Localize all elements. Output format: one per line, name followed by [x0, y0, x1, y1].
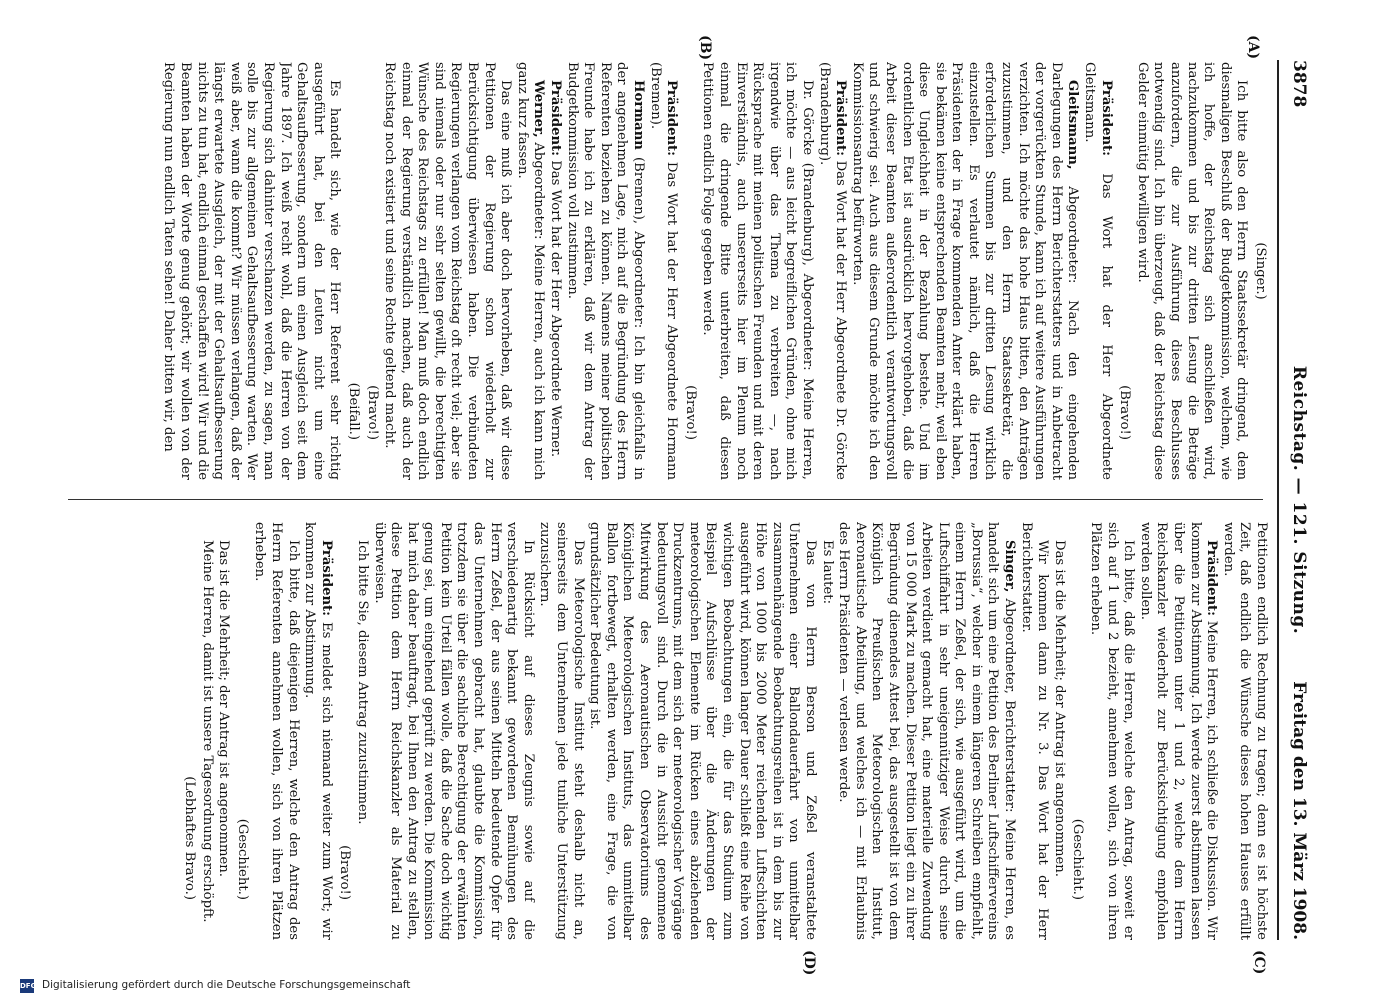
- paragraph-text: Das ist die Mehrheit; der Antrag ist angenommen.: [216, 540, 232, 877]
- paragraph: [848, 62, 1080, 480]
- margin-letter-d: (D): [801, 950, 817, 976]
- paragraph: [353, 522, 370, 940]
- speaker-name: Präsident:: [548, 80, 564, 157]
- interjection: [1116, 62, 1133, 480]
- speaker-name: Präsident:: [833, 80, 849, 157]
- speaker-name: Präsident:: [1204, 540, 1220, 617]
- paragraph: [301, 522, 334, 940]
- speaker-name: Hormann: [631, 80, 647, 150]
- paragraph: [1050, 522, 1067, 940]
- footer-text: Digitalisierung gefördert durch die Deutsche Forschungsgemeinschaft: [42, 979, 411, 991]
- page-header: [1277, 60, 1315, 940]
- margin-letter-c: (C): [1251, 950, 1267, 975]
- paragraph: [381, 62, 514, 480]
- margin-letter-a: (A): [1245, 35, 1261, 60]
- paragraph-text: Das Wort hat der Herr Abgeordnete Dr. Görcke (Brandenburg).: [816, 62, 849, 480]
- paragraph: [513, 62, 546, 480]
- paragraph: [160, 62, 343, 480]
- paragraph-text: Das von Herrn Berson und Zeßel veranstaltete Unternehmen einer Ballondauerfahrt von unmittelbar zusammenhängende Beobachtungsreihen ist in dem bis zur Höhe von 1000 bis 2000 Meter reichenden Luftschichten ausgeführt wird, können langer Dauer schließt eine Reihe von wichtigen Beobachtungen ein, die für das Studium zum Beispiel Aufschlüsse über die Änderungen der meteorologischen Elemente im Rücken eines abziehenden Druckzentrums, mit dem sich der meteorologischer Vorgänge bedeutungsvoll sind. Durch die in Aussicht genommene Mitwirkung des Aeronautischen Observatoriums des Königlichen Meteorologischen Instituts, das unmittelbar Ballon fortbewegt, erhalten werden, eine Frage, die von grundsätzlicher Bedeutung ist.: [587, 522, 818, 940]
- paragraph-text: Meine Herren, damit ist unsere Tagesordnung erschöpft.: [199, 540, 215, 923]
- paragraph: [586, 522, 818, 940]
- paragraph-text: Wir kommen dann zu Nr. 3. Das Wort hat der Herr Berichterstatter.: [1018, 522, 1051, 940]
- speaker-name: Präsident:: [664, 80, 680, 157]
- paragraph: [815, 62, 848, 480]
- paragraph-text: Es handelt sich, wie der Herr Referent sehr richtig ausgeführt hat, bei den Leuten nicht um eine Gehaltsaufbesserung, sondern um einen Ausgleich seit dem Jahre 1897. Ich weiß recht wohl, daß die Herren von der Regierung sich dahinter verschanzen werden, zu sagen, man solle bis zur allgemeinen Gehaltsaufbesserung warten. Wer weiß aber, wann die kommt? Wir müssen verlangen, daß der längst erwartete Ausgleich, der mit der Gehaltsaufbesserung nichts zu tun hat, endlich einmal geschaffen wird! Wir und die Beamten haben der Worte genug gehört; wir wollen von der Regierung nun endlich Taten sehen! Daher bitten wir, den: [161, 62, 343, 480]
- paragraph-text: Abgeordneter: Meine Herren, auch ich kann mich ganz kurz fassen.: [514, 62, 547, 480]
- paragraph-text: (Bremen), Abgeordneter: Ich bin gleichfalls in der angenehmen Lage, mich auf die Begründung des Herrn Referenten beziehen zu können. Namens meiner politischen Freunde habe ich zu erklären, daß wir dem Antrag der Budgetkommission voll zustimmen.: [564, 62, 647, 480]
- paragraph-text: (Bravo!): [682, 385, 698, 440]
- paragraph-text: Ich bitte also den Herrn Staatssekretär dringend, dem diesmaligen Beschluß der Budgetkommission, welchem, wie ich hoffe, der Reichstag sich anschließen wird, nachzukommen und bis zur dritten Lesung die Beträge anzufordern, die zur Ausführung dieses Beschlusses notwendig sind. Ich bin überzeugt, daß der Reichstag diese Gelder einmütig bewilligen wird.: [1134, 62, 1250, 480]
- paragraph-text: Ich bitte, daß die Herren, welche den Antrag, soweit er sich auf 1 und 2 bezieht, annehmen wollen, sich von ihren Plätzen erheben.: [1088, 522, 1137, 940]
- speaker-name: Singer,: [1002, 540, 1018, 593]
- speaker-heading: [1251, 62, 1268, 480]
- paragraph-text: In Rücksicht auf dieses Zeugnis sowie auf die verschiedenartig bekannt gewordenen Bemühungen des Herrn Zeßel, der aus seinen Mitteln bedeutende Opfer für das Unternehmen gebracht hat, glaubte die Kommission, trotzdem sie über die sachliche Berechtigung der erwähnten Petition kein Urteil fällen wolle, daß die Sache doch wichtig genug sei, um eingehend geprüft zu werden. Die Kommission hat mich daher beauftragt, bei Ihnen den Antrag zu stellen, diese Petition dem Herrn Reichskanzler als Material zu überweisen.: [371, 522, 536, 940]
- interjection: [344, 62, 361, 480]
- paragraph-text: (Singer.): [1253, 242, 1268, 300]
- paragraph: [1133, 62, 1249, 480]
- left-column: [69, 62, 1269, 480]
- paragraph: [818, 522, 835, 940]
- paragraph: [198, 522, 215, 940]
- paragraph-text: Ich bitte, daß diejenigen Herren, welche den Antrag des Herrn Referenten annehmen wollen, sich von ihren Plätzen erheben.: [252, 522, 301, 940]
- header-date: Freitag den 13. März 1908.: [1289, 681, 1309, 940]
- paragraph-text: Das Wort hat der Herr Abgeordnete Hormann (Bremen).: [647, 62, 680, 480]
- paragraph-text: Abgeordneter, Berichterstatter: Meine Herren, es handelt sich um eine Petition des Berliner Luftschiffervereins „Borussia“, welcher in einem längeren Schreiben empfiehlt, einem Herrn Zeßel, der sich, wie ausgeführt wird, um die Luftschiffahrt in sehr uneigennütziger Weise durch seine Arbeiten verdient gemacht hat, eine materielle Zuwendung von 15 000 Mark zu machen. Dieser Petition liegt ein zu ihrer Begründung dienendes Attest bei, das ausgestellt ist von dem Königlich Preußischen Meteorologischen Institut, Aeronautische Abteilung, und welches ich — mit Erlaubnis des Herrn Präsidenten — verlesen werde.: [836, 522, 1018, 940]
- column-divider: [68, 499, 1263, 500]
- paragraph-text: (Geschieht.): [234, 818, 250, 900]
- paragraph: [1136, 522, 1219, 940]
- page-number: 3878: [1289, 60, 1309, 108]
- right-column: [69, 522, 1269, 940]
- paragraph-text: Dr. Görcke (Brandenburg), Abgeordneter: Meine Herren, ich möchte — aus leicht begreiflichen Gründen, ohne mich irgendwie über das Thema zu verbreiten —, nach Rücksprache mit meinen politischen Freunden und mit deren Einverständnis, auch unsererseits hier im Plenum noch einmal die dringende Bitte unterbreiten, daß diesen Petitionen endlich Folge gegeben werde.: [700, 62, 815, 480]
- paragraph: [699, 62, 815, 480]
- digitization-footer: [20, 978, 980, 996]
- header-title: Reichstag. — 121. Sitzung.: [1289, 365, 1309, 635]
- paragraph-text: (Lebhaftes Bravo.): [182, 776, 197, 900]
- paragraph-text: (Bravo!): [1117, 385, 1133, 440]
- paragraph: [251, 522, 301, 940]
- margin-letter-b: (B): [697, 35, 713, 61]
- paragraph-text: (Bravo!): [337, 845, 353, 900]
- paragraph-text: Abgeordneter: Nach den eingehenden Darlegungen des Herrn Berichterstatters und in Anbetracht der vorgerückten Stunde, kann ich auf weitere Ausführungen verzichten. Ich möchte das hohe Haus bitten, den Anträgen zuzustimmen, und den Herrn Staatssekretär, die erforderlichen Summen bis zur dritten Lesung wirklich einzustellen. Es verlautet nämlich, daß die Herren Präsidenten der in Frage kommenden Amter erklärt haben, sie bekämen keine entsprechenden Beamten mehr, weil eben diese Ungleichheit in der Bezahlung bestehe. Und im ordentlichen Etat ist ausdrücklich hervorgehoben, daß die Arbeit dieser Beamten außerordentlich verantwortungsvoll und schwierig sei. Auch aus diesem Grunde möchte ich den Kommissionsantrag befürworten.: [849, 62, 1081, 480]
- interjection: [363, 62, 380, 480]
- paragraph: [563, 62, 646, 480]
- paragraph: [370, 522, 536, 940]
- interjection: [681, 62, 698, 480]
- paragraph-text: Es lautet:: [819, 540, 835, 605]
- paragraph-text: Ich bitte Sie, diesem Antrag zuzustimmen.: [354, 540, 370, 825]
- paragraph-text: Petitionen endlich Rechnung zu tragen; denn es ist höchste Zeit, daß endlich die Wünsche dieses hohen Hauses erfüllt werden.: [1220, 522, 1269, 940]
- speaker-name: Gleitsmann,: [1065, 80, 1081, 170]
- paragraph-text: Das Wort hat der Herr Abgeordnete Gleitsmann.: [1082, 62, 1114, 480]
- interjection: [180, 522, 197, 940]
- paragraph: [1219, 522, 1269, 940]
- speaker-name: Präsident:: [1098, 80, 1114, 157]
- dfg-logo: DFG: [20, 979, 34, 993]
- paragraph: [215, 522, 232, 940]
- paragraph: [1080, 62, 1113, 480]
- paragraph-text: Das Wort hat der Herr Abgeordnete Werner.: [548, 160, 564, 458]
- paragraph-text: Das eine muß ich aber doch hervorheben, daß wir diese Petitionen der Regierung schon wiederholt zur Berücksichtigung überwiesen haben. Die verbündeten Regierungen verlangen vom Reichstag oft recht viel; aber sie sind niemals oder nur sehr selten gewillt, die berechtigten Wünsche des Reichstags zu erfüllen! Man muß doch endlich einmal der Regierung verständlich machen, daß auch der Reichstag noch existiert und seine Rechte geltend macht.: [382, 62, 514, 480]
- paragraph-text: (Bravo!): [364, 385, 380, 440]
- paragraph: [1017, 522, 1050, 940]
- paragraph: [835, 522, 1018, 940]
- paragraph-text: Meine Herren, ich schließe die Diskussion. Wir kommen zur Abstimmung. Ich werde zuerst abstimmen lassen über die Petitionen unter 1 und 2, welche dem Herrn Reichskanzler wiederholt zur Berücksichtigung empfohlen werden sollen.: [1137, 522, 1220, 940]
- paragraph-text: Es meldet sich niemand weiter zum Wort; wir kommen zur Abstimmung.: [302, 522, 334, 940]
- paragraph: [646, 62, 679, 480]
- interjection: [233, 522, 250, 940]
- paragraph-text: (Geschieht.): [1070, 818, 1086, 900]
- interjection: [1069, 522, 1086, 940]
- paragraph-text: Das ist die Mehrheit; der Antrag ist angenommen.: [1051, 540, 1067, 877]
- paragraph-text: Das Meteorologische Institut steht deshalb nicht an, seinerseits dem Unternehmen jede tunliche Unterstützung zuzusichern.: [537, 522, 586, 940]
- speaker-name: Präsident:: [318, 540, 334, 617]
- interjection: [336, 522, 353, 940]
- document-page: [35, 0, 1335, 1000]
- paragraph: [1086, 522, 1136, 940]
- speaker-name: Werner,: [531, 80, 547, 138]
- paragraph: [546, 62, 563, 480]
- paragraph-text: (Beifall.): [345, 382, 361, 440]
- paragraph: [536, 522, 586, 940]
